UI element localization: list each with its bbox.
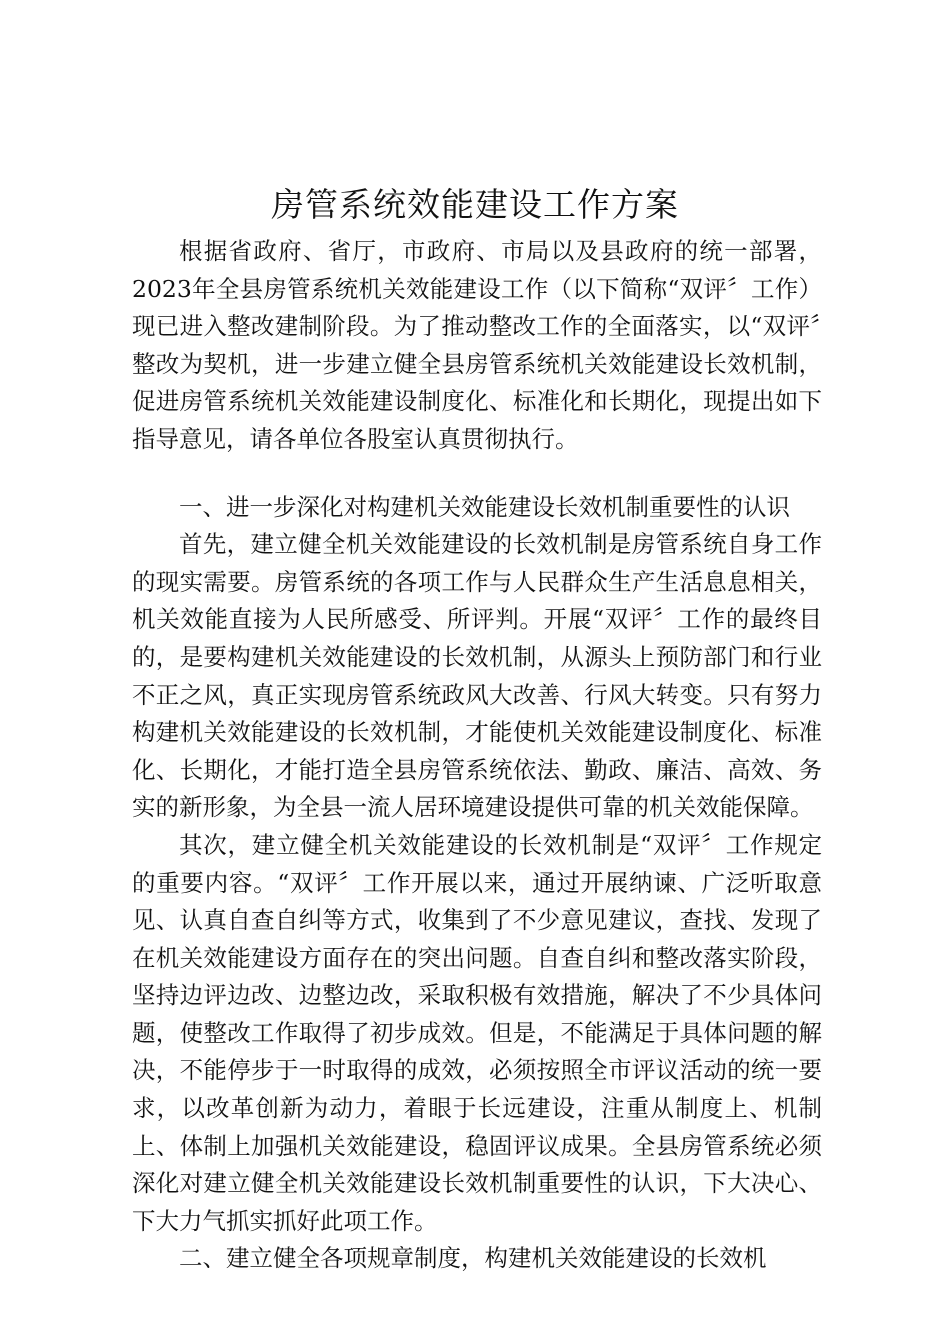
section-heading-2: 二、建立健全各项规章制度，构建机关效能建设的长效机 bbox=[179, 1244, 767, 1273]
body-paragraph-first: 首先，建立健全机关效能建设的长效机制是房管系统自身工作的现实需要。房管系统的各项工作与人民群众生产生活息息相关，机关效能直接为人民所感受、所评判。开展“双评〞工作的最终目的，是要构建机关效能建设的长效机制，从源头上预防部门和行业不正之风，真正实现房管系统政风大改善、行风大转变。只有努力构建机关效能建设的长效机制，才能使机关效能建设制度化、标准化、长期化，才能打造全县房管系统依法、勤政、廉洁、高效、务实的新形象，为全县一流人居环境建设提供可靠的机关效能保障。 bbox=[132, 530, 822, 822]
intro-paragraph: 根据省政府、省厅，市政府、市局以及县政府的统一部署，2023年全县房管系统机关效能建设工作（以下简称“双评〞工作）现已进入整改建制阶段。为了推动整改工作的全面落实，以“双评〞整改为契机，进一步建立健全县房管系统机关效能建设长效机制，促进房管系统机关效能建设制度化、标准化和长期化，现提出如下指导意见，请各单位各股室认真贯彻执行。 bbox=[132, 237, 822, 453]
document-body bbox=[132, 233, 822, 1278]
section-heading-1: 一、进一步深化对构建机关效能建设长效机制重要性的认识 bbox=[179, 492, 790, 521]
body-paragraph-second: 其次，建立健全机关效能建设的长效机制是“双评〞工作规定的重要内容。“双评〞工作开展以来，通过开展纳谏、广泛听取意见、认真自查自纠等方式，收集到了不少意见建议，查找、发现了在机关效能建设方面存在的突出问题。自查自纠和整改落实阶段，坚持边评边改、边整边改，采取积极有效措施，解决了不少具体问题，使整改工作取得了初步成效。但是，不能满足于具体问题的解决，不能停步于一时取得的成效，必须按照全市评议活动的统一要求，以改革创新为动力，着眼于长远建设，注重从制度上、机制上、体制上加强机关效能建设，稳固评议成果。全县房管系统必须深化对建立健全机关效能建设长效机制重要性的认识，下大决心、下大力气抓实抓好此项工作。 bbox=[132, 830, 822, 1235]
document-title: 房管系统效能建设工作方案 bbox=[271, 185, 679, 224]
